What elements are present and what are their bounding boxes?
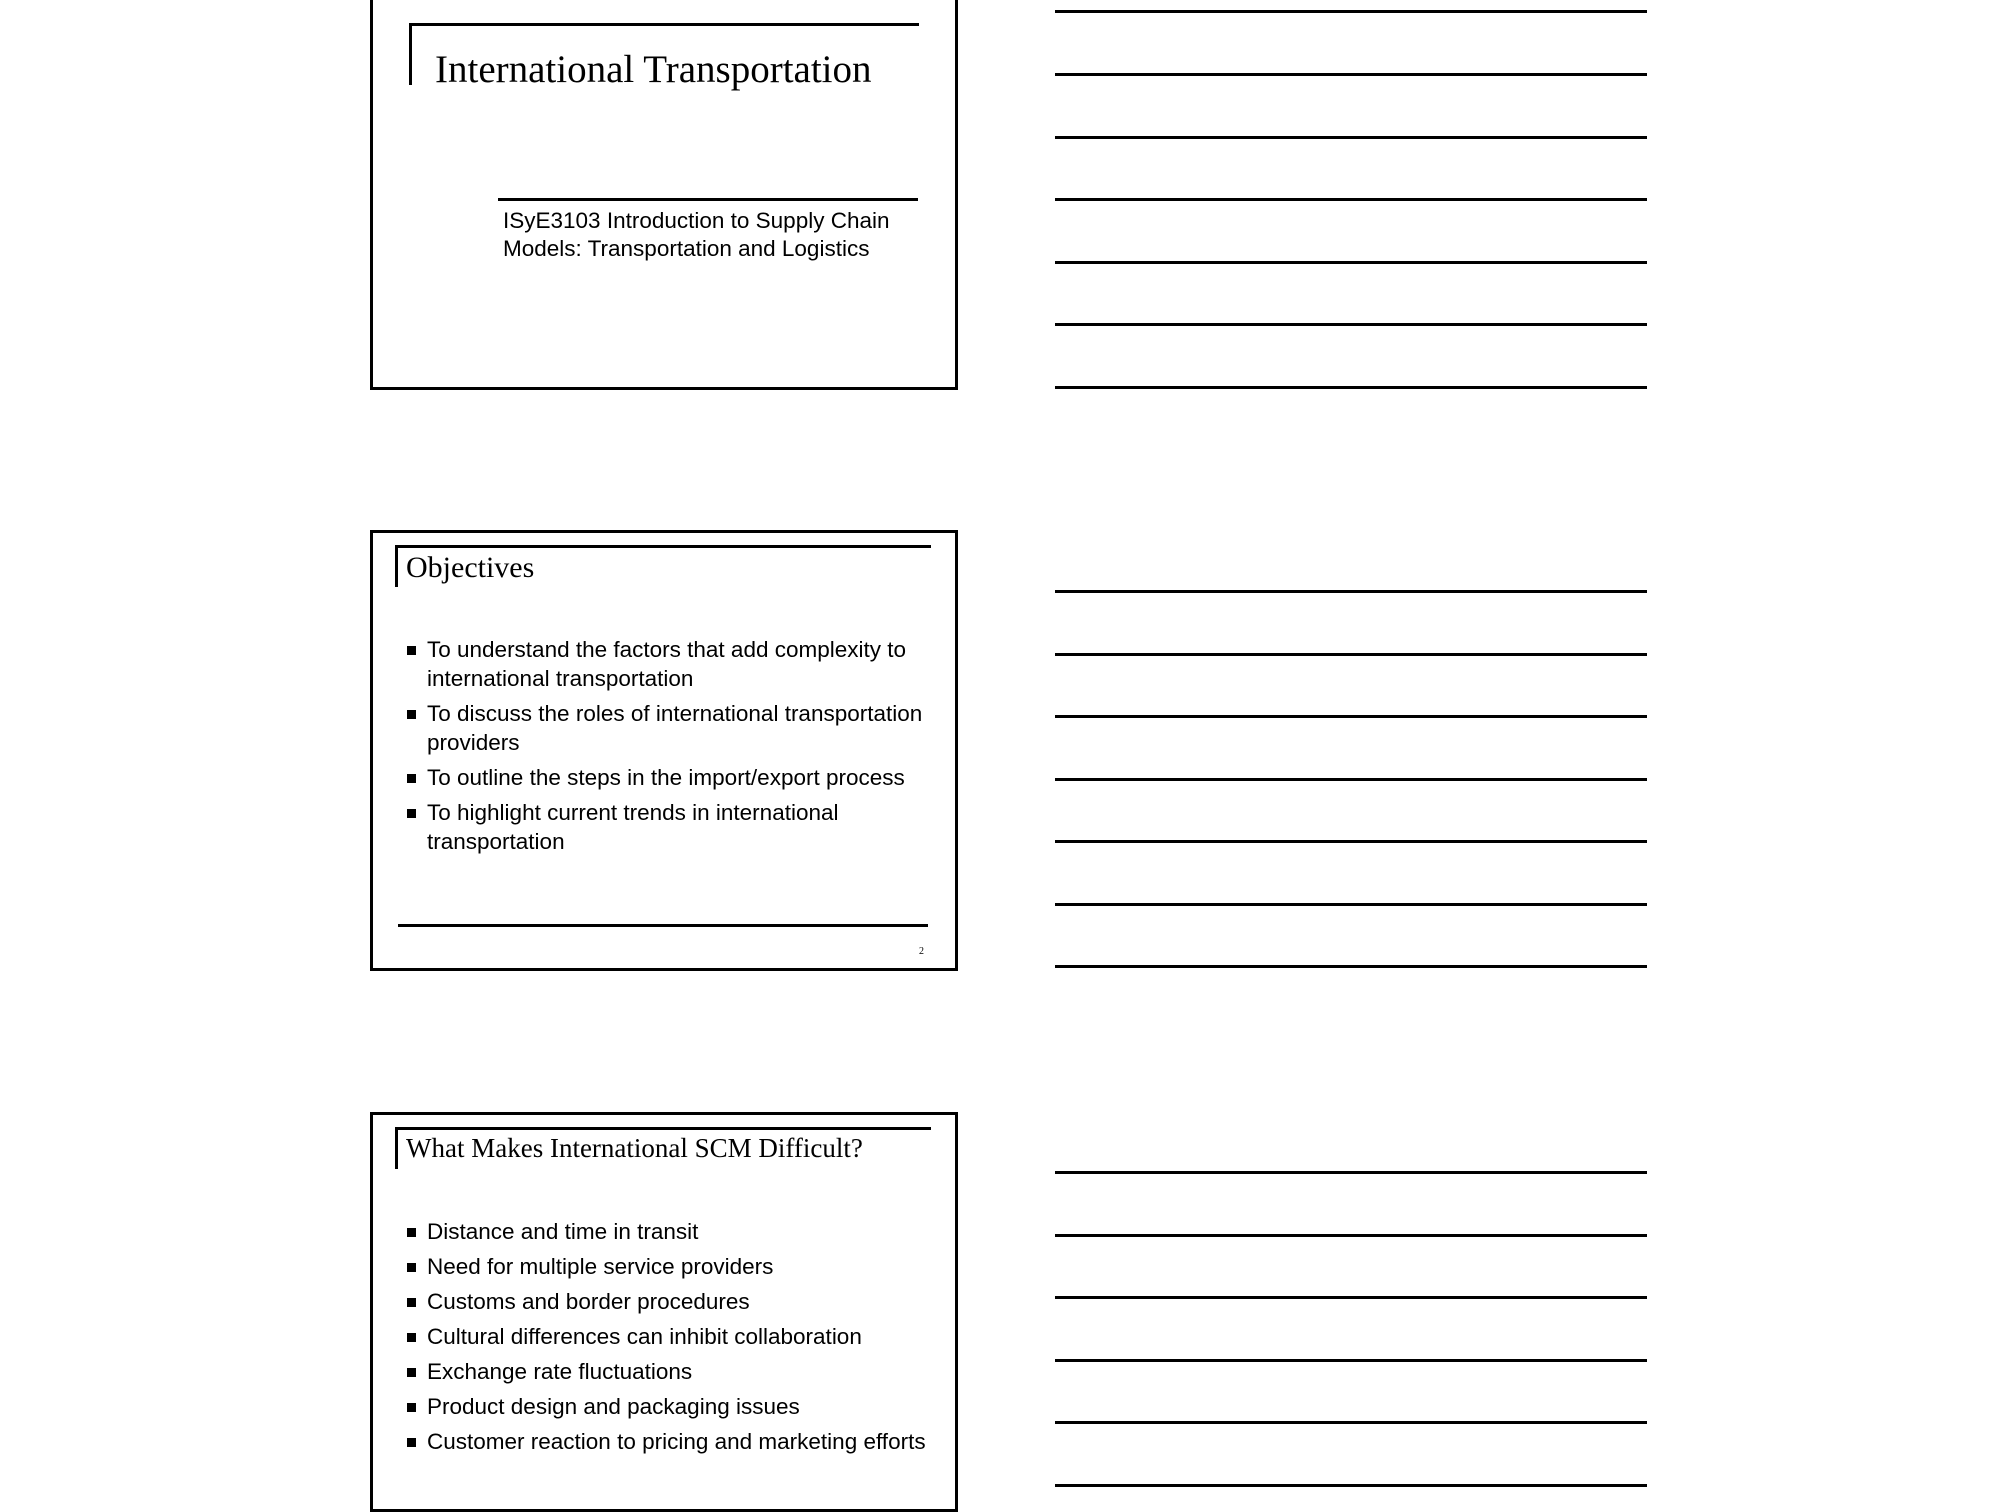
slide-1 — [370, 0, 958, 390]
note-line — [1055, 198, 1647, 201]
note-line — [1055, 653, 1647, 656]
note-line — [1055, 1296, 1647, 1299]
square-bullet-icon — [407, 774, 416, 783]
subtitle-rule — [498, 198, 918, 201]
list-item: To highlight current trends in international transportation — [405, 798, 925, 856]
list-item: Customs and border procedures — [405, 1287, 935, 1316]
note-line — [1055, 1484, 1647, 1487]
slide-3 — [370, 1112, 958, 1512]
difficulties-list — [405, 1217, 935, 1462]
note-line — [1055, 1234, 1647, 1237]
subtitle-line-2: Models: Transportation and Logistics — [503, 236, 870, 261]
square-bullet-icon — [407, 809, 416, 818]
note-line — [1055, 590, 1647, 593]
square-bullet-icon — [407, 1298, 416, 1307]
objectives-list — [405, 635, 925, 862]
note-line — [1055, 715, 1647, 718]
note-line — [1055, 1359, 1647, 1362]
square-bullet-icon — [407, 1228, 416, 1237]
note-line — [1055, 840, 1647, 843]
list-item: Product design and packaging issues — [405, 1392, 935, 1421]
square-bullet-icon — [407, 1438, 416, 1447]
title-left-rule — [395, 545, 398, 587]
title-top-rule — [395, 1127, 931, 1130]
title-top-rule — [395, 545, 931, 548]
title-left-rule — [409, 23, 412, 85]
title-top-rule — [409, 23, 919, 26]
note-line — [1055, 73, 1647, 76]
list-item: Distance and time in transit — [405, 1217, 935, 1246]
square-bullet-icon — [407, 1403, 416, 1412]
slide-1-title: International Transportation — [435, 48, 872, 91]
note-line — [1055, 10, 1647, 13]
note-line — [1055, 1421, 1647, 1424]
note-line — [1055, 261, 1647, 264]
note-line — [1055, 323, 1647, 326]
note-line — [1055, 778, 1647, 781]
list-item: To discuss the roles of international transportation providers — [405, 699, 925, 757]
footer-rule — [398, 924, 928, 927]
note-line — [1055, 965, 1647, 968]
square-bullet-icon — [407, 710, 416, 719]
list-item: Exchange rate fluctuations — [405, 1357, 935, 1386]
slide-number: 2 — [919, 946, 924, 957]
slide-1-subtitle — [503, 207, 890, 263]
note-line — [1055, 136, 1647, 139]
slide-2 — [370, 530, 958, 971]
list-item: To outline the steps in the import/export process — [405, 763, 925, 792]
square-bullet-icon — [407, 1263, 416, 1272]
note-line — [1055, 1171, 1647, 1174]
list-item: Need for multiple service providers — [405, 1252, 935, 1281]
note-line — [1055, 386, 1647, 389]
note-line — [1055, 903, 1647, 906]
subtitle-line-1: ISyE3103 Introduction to Supply Chain — [503, 208, 890, 233]
list-item: Customer reaction to pricing and marketing efforts — [405, 1427, 935, 1456]
title-left-rule — [395, 1127, 398, 1169]
list-item: To understand the factors that add complexity to international transportation — [405, 635, 925, 693]
slide-3-title: What Makes International SCM Difficult? — [406, 1133, 863, 1163]
square-bullet-icon — [407, 646, 416, 655]
square-bullet-icon — [407, 1333, 416, 1342]
slide-2-title: Objectives — [406, 551, 535, 584]
square-bullet-icon — [407, 1368, 416, 1377]
list-item: Cultural differences can inhibit collaboration — [405, 1322, 935, 1351]
